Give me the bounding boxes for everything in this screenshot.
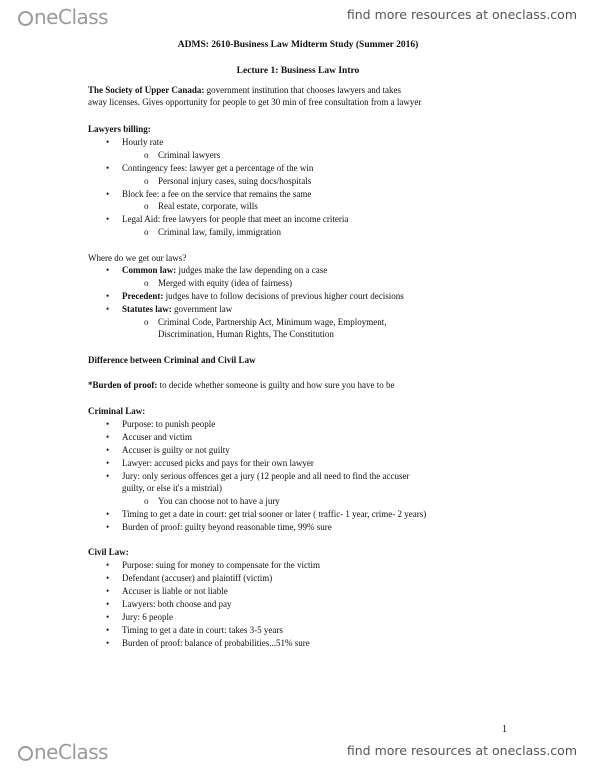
- society-term: The Society of Upper Canada:: [88, 85, 205, 95]
- billing-item: • Block fee: a fee on the service that remains the same: [122, 189, 311, 200]
- criminal-item: • Jury: only serious offences get a jury (12 people and all need to find the accuser: [122, 471, 410, 482]
- common-law-term: Common law:: [122, 265, 177, 275]
- laws-item-precedent: [122, 291, 404, 302]
- society-paragraph: [88, 85, 401, 96]
- burden-definition: to decide whether someone is guilty and how sure you have to be: [157, 380, 395, 390]
- statutes-definition: government law: [171, 304, 233, 314]
- criminal-item: • Timing to get a date in court: get trial sooner or later ( traffic- 1 year, crime- 2 years): [122, 509, 426, 520]
- burden-term: *Burden of proof:: [88, 380, 158, 390]
- laws-subitem: o Criminal Code, Partnership Act, Minimum wage, Employment,: [158, 317, 386, 328]
- civil-item: • Burden of proof: balance of probabilities...51% sure: [122, 638, 310, 649]
- lecture-title: Lecture 1: Business Law Intro: [236, 66, 360, 76]
- page-header: [0, 0, 595, 28]
- criminal-subitem: o You can choose not to have a jury: [158, 496, 280, 507]
- billing-subitem: o Criminal lawyers: [158, 150, 220, 161]
- billing-item: • Contingency fees: lawyer get a percentage of the win: [122, 163, 313, 174]
- criminal-item: • Accuser is guilty or not guilty: [122, 445, 230, 456]
- logo-text: neClass: [34, 5, 109, 29]
- society-definition: government institution that chooses lawyers and takes: [204, 85, 402, 95]
- footer-logo-text: neClass: [34, 740, 109, 764]
- billing-item: • Legal Aid: free lawyers for people that meet an income criteria: [122, 214, 348, 225]
- laws-subitem: o Merged with equity (idea of fairness): [158, 278, 292, 289]
- precedent-term: Precedent:: [122, 291, 164, 301]
- burden-paragraph: [88, 380, 395, 391]
- oneclass-logo[interactable]: [18, 5, 108, 29]
- page-number: 1: [502, 724, 507, 735]
- civil-heading: Civil Law:: [88, 547, 129, 557]
- criminal-item: • Burden of proof: guilty beyond reasonable time, 99% sure: [122, 522, 332, 533]
- footer-logo-ring-icon: [18, 746, 33, 761]
- laws-subitem-continued: Discrimination, Human Rights, The Constitution: [158, 329, 334, 339]
- billing-subitem: o Real estate, corporate, wills: [158, 201, 258, 212]
- footer-promo-link[interactable]: find more resources at oneclass.com: [346, 743, 577, 758]
- civil-item: • Defendant (accuser) and plaintiff (victim): [122, 573, 272, 584]
- civil-item: • Jury: 6 people: [122, 612, 173, 623]
- common-law-definition: judges make the law depending on a case: [176, 265, 328, 275]
- laws-heading: Where do we get our laws?: [88, 253, 187, 263]
- billing-heading: Lawyers billing:: [88, 124, 151, 134]
- laws-item-common: [122, 265, 327, 276]
- billing-subitem: o Criminal law, family, immigration: [158, 227, 281, 238]
- civil-item: • Accuser is liable or not liable: [122, 586, 228, 597]
- civil-item: • Purpose: suing for money to compensate for the victim: [122, 560, 320, 571]
- precedent-definition: judges have to follow decisions of previous higher court decisions: [163, 291, 404, 301]
- logo-ring-icon: [18, 11, 33, 26]
- civil-item: • Lawyers: both choose and pay: [122, 599, 231, 610]
- criminal-item: • Accuser and victim: [122, 432, 192, 443]
- society-paragraph-line2: away licenses. Gives opportunity for people to get 30 min of free consultation from a lawyer: [88, 97, 422, 107]
- billing-subitem: o Personal injury cases, suing docs/hospitals: [158, 176, 311, 187]
- laws-item-statutes: [122, 304, 232, 315]
- criminal-item: • Purpose: to punish people: [122, 419, 215, 430]
- criminal-item-continued: guilty, or else it's a mistrial): [122, 483, 223, 493]
- billing-item: • Hourly rate: [122, 137, 163, 148]
- statutes-term: Statutes law:: [122, 304, 172, 314]
- criminal-item: • Lawyer: accused picks and pays for their own lawyer: [122, 458, 314, 469]
- footer-oneclass-logo[interactable]: [18, 740, 108, 764]
- difference-heading: Difference between Criminal and Civil Law: [88, 355, 256, 365]
- document-title: ADMS: 2610-Business Law Midterm Study (Summer 2016): [177, 40, 419, 50]
- criminal-heading: Criminal Law:: [88, 406, 146, 416]
- civil-item: • Timing to get a date in court: takes 3-5 years: [122, 625, 283, 636]
- header-promo-link[interactable]: find more resources at oneclass.com: [346, 7, 577, 22]
